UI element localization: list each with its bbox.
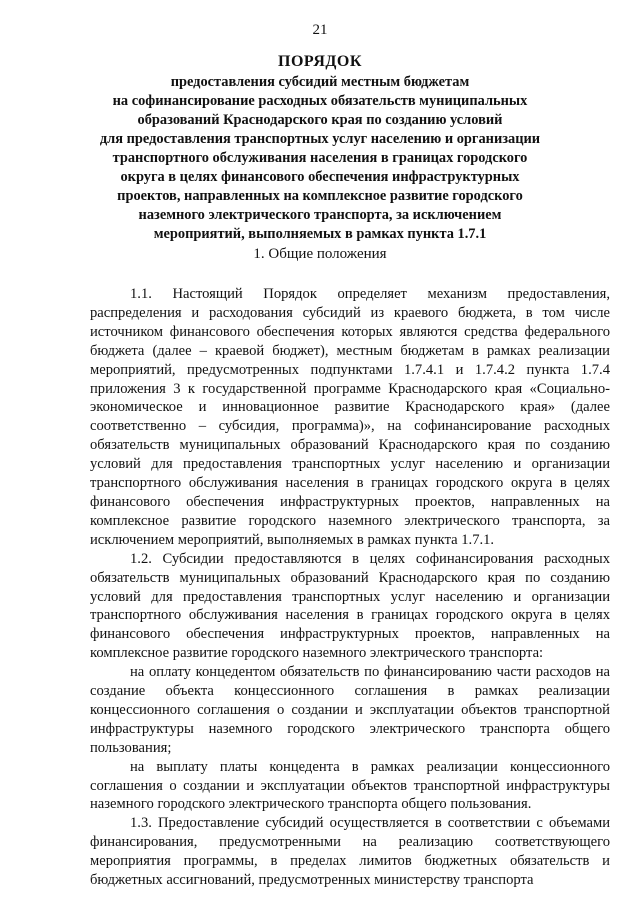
subtitle-line: округа в целях финансового обеспечения инфраструктурных	[120, 169, 520, 185]
page-number: 21	[312, 22, 328, 38]
document-title: ПОРЯДОК	[278, 53, 362, 70]
subtitle-line: проектов, направленных на комплексное развитие городского	[117, 188, 523, 204]
section-heading: 1. Общие положения	[253, 246, 387, 262]
subtitle-line: для предоставления транспортных услуг населению и организации	[99, 131, 541, 147]
document-title-block	[60, 52, 580, 244]
paragraph-concedent-obligations: на оплату концедентом обязательств по финансированию части расходов на создание объекта концессионного соглашения в рамках реализации концессионного соглашения о создании и эксплуатации объектов транспортной инфраструктуры наземного городского электрического транспорта общего пользования;	[90, 664, 610, 756]
subtitle-line: транспортного обслуживания населения в границах городского	[112, 150, 528, 166]
document-body	[90, 285, 610, 890]
subtitle-line: наземного электрического транспорта, за исключением	[138, 207, 502, 223]
paragraph-1-2: 1.2. Субсидии предоставляются в целях софинансирования расходных обязательств муниципальных образований Краснодарского края по созданию условий для предоставления транспортных услуг населению и организации транспортного обслуживания населения в границах городского округа в целях финансового обеспечения инфраструктурных проектов, направленных на комплексное развитие городского наземного электрического транспорта:	[90, 550, 610, 662]
subtitle-line: предоставления субсидий местным бюджетам	[170, 74, 470, 90]
subtitle-line: образований Краснодарского края по созданию условий	[137, 112, 503, 128]
paragraph-1-3: 1.3. Предоставление субсидий осуществляется в соответствии с объемами финансирования, предусмотренными на реализацию соответствующего мероприятия программы, в пределах лимитов бюджетных обязательств и бюджетных ассигнований, предусмотренных министерству транспорта	[90, 815, 610, 889]
subtitle-line: на софинансирование расходных обязательств муниципальных	[112, 93, 528, 109]
paragraph-1-1: 1.1. Настоящий Порядок определяет механизм предоставления, распределения и расходования субсидий из краевого бюджета, в том числе источником финансового обеспечения которых являются средства федерального бюджета (далее – краевой бюджет), местным бюджетам в рамках реализации мероприятий, предусмотренных подпунктами 1.7.4.1 и 1.7.4.2 пункта 1.7.4 приложения 3 к государственной программе Краснодарского края «Социально-экономическое и инновационное развитие Краснодарского края» (далее соответственно – субсидия, программа)», на софинансирование расходных обязательств муниципальных образований Краснодарского края по созданию условий для предоставления транспортных услуг населению и организации транспортного обслуживания населения в границах городского округа в целях финансового обеспечения инфраструктурных проектов, направленных на комплексное развитие городского наземного электрического транспорта, за исключением мероприятий, выполняемых в рамках пункта 1.7.1.	[90, 286, 610, 548]
paragraph-concedent-fee: на выплату платы концедента в рамках реализации концессионного соглашения о создании и эксплуатации объектов транспортной инфраструктуры наземного городского электрического транспорта общего пользования.	[90, 758, 610, 813]
subtitle-line: мероприятий, выполняемых в рамках пункта 1.7.1	[153, 226, 487, 242]
